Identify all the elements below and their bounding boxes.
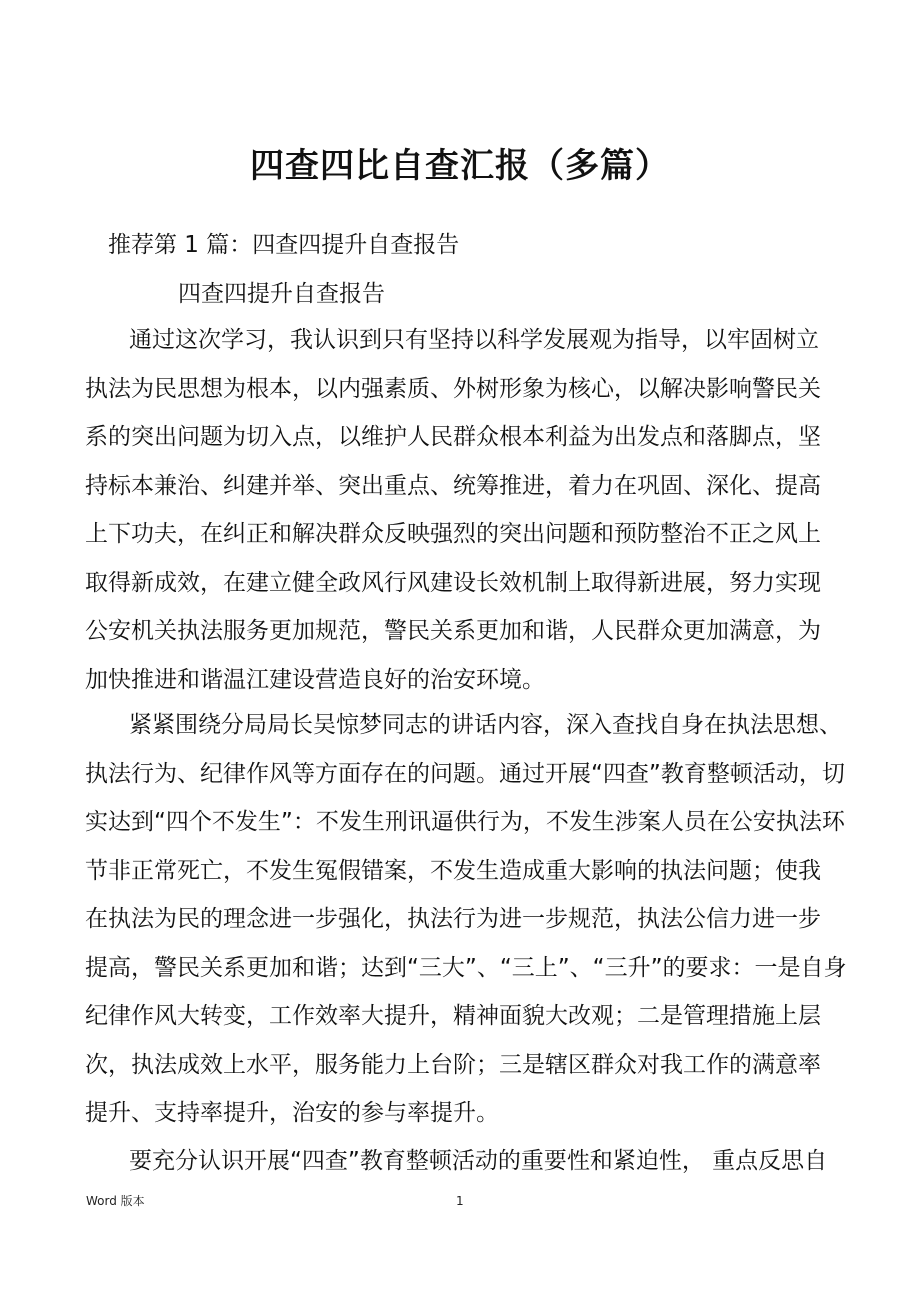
page-number: 1 [456,1194,464,1208]
paragraph-2 [85,701,845,1138]
document-title: 四查四比自查汇报（多篇） [250,146,670,186]
paragraph-1 [85,316,845,704]
paragraph-line: 在执法为民的理念进一步强化，执法行为进一步规范，执法公信力进一步 [85,906,821,932]
recommend-heading: 推荐第 1 篇：四查四提升自查报告 [108,232,460,258]
paragraph-line: 通过这次学习，我认识到只有坚持以科学发展观为指导，以牢固树立 [129,327,819,353]
paragraph-line: 提升、支持率提升，治安的参与率提升。 [85,1100,499,1126]
paragraph-line: 公安机关执法服务更加规范，警民关系更加和谐，人民群众更加满意，为 [85,618,821,644]
section-title: 四查四提升自查报告 [178,281,385,307]
paragraph-line: 加快推进和谐温江建设营造良好的治安环境。 [85,666,545,693]
paragraph-3 [85,1137,845,1186]
paragraph-line: 执法行为、纪律作风等方面存在的问题。通过开展“四查”教育整顿活动，切 [85,760,845,787]
paragraph-line: 上下功夫，在纠正和解决群众反映强烈的突出问题和预防整治不正之风上 [85,521,821,547]
paragraph-line: 要充分认识开展“四查”教育整顿活动的重要性和紧迫性， 重点反思自 [129,1148,828,1174]
paragraph-line: 提高，警民关系更加和谐；达到“三大”、“三上”、“三升”的要求：一是自身 [85,954,847,981]
paragraph-line: 节非正常死亡，不发生冤假错案，不发生造成重大影响的执法问题；使我 [85,857,821,884]
paragraph-line: 执法为民思想为根本，以内强素质、外树形象为核心，以解决影响警民关 [85,375,821,402]
footer-version-label: Word 版本 [86,1194,145,1208]
paragraph-line: 紧紧围绕分局局长吴惊梦同志的讲话内容，深入查找自身在执法思想、 [129,712,842,738]
paragraph-line: 实达到“四个不发生”：不发生刑讯逼供行为，不发生涉案人员在公安执法环 [85,809,845,835]
paragraph-line: 系的突出问题为切入点，以维护人民群众根本利益为出发点和落脚点，坚 [85,424,821,450]
paragraph-line: 纪律作风大转变，工作效率大提升，精神面貌大改观；二是管理措施上层 [85,1003,821,1029]
paragraph-line: 取得新成效，在建立健全政风行风建设长效机制上取得新进展，努力实现 [85,569,821,596]
paragraph-line: 持标本兼治、纠建并举、突出重点、统筹推进，着力在巩固、深化、提高 [85,472,821,499]
paragraph-line: 次，执法成效上水平，服务能力上台阶；三是辖区群众对我工作的满意率 [85,1051,821,1078]
